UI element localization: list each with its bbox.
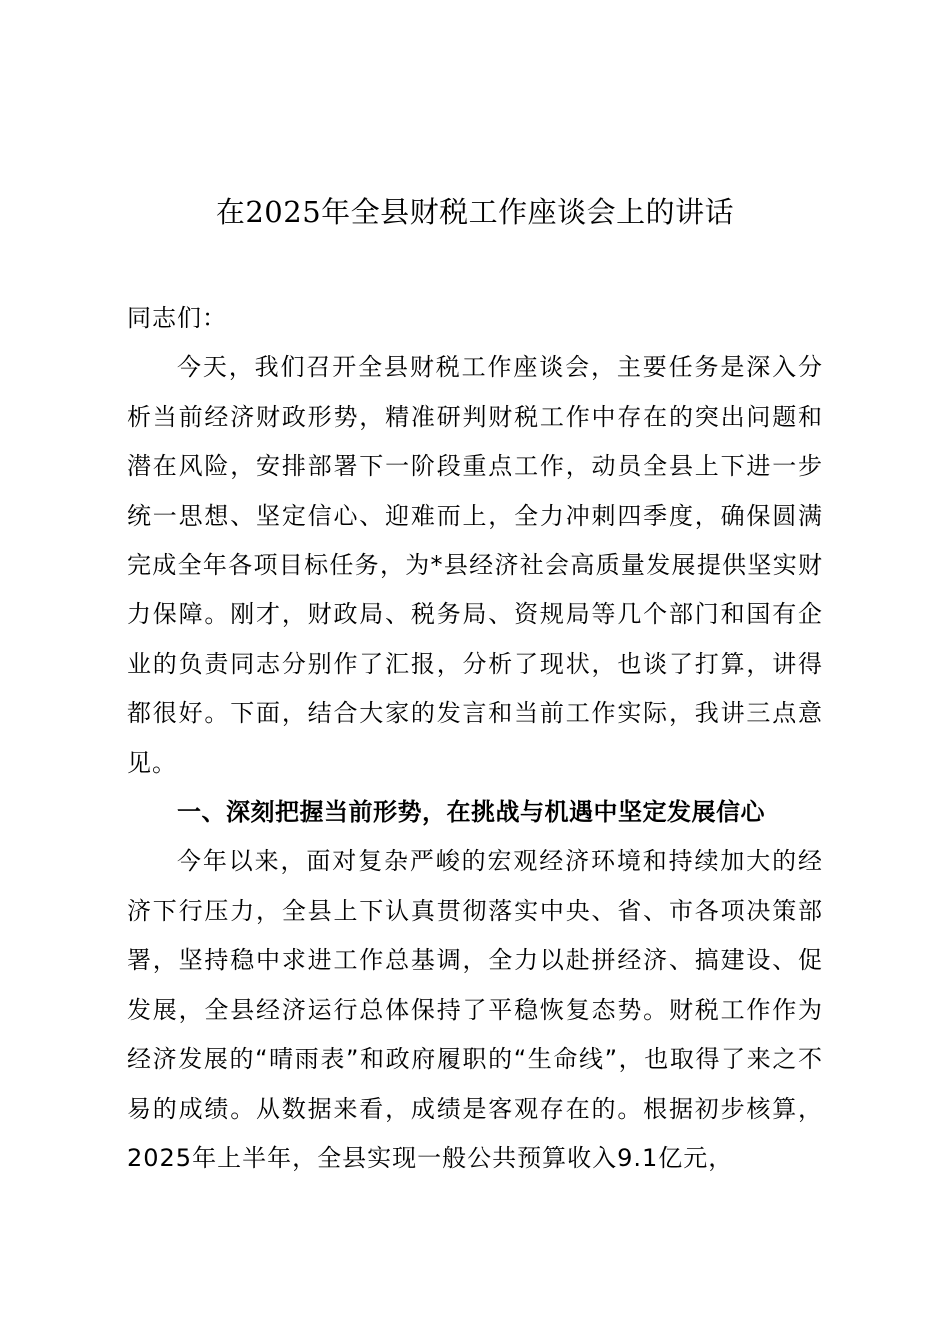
opening-paragraph: 今天，我们召开全县财税工作座谈会，主要任务是深入分析当前经济财政形势，精准研判财税工作中存在的突出问题和潜在风险，安排部署下一阶段重点工作，动员全县上下进一步统一思想、坚定信心、迎难而上，全力冲刺四季度，确保圆满完成全年各项目标任务，为*县经济社会高质量发展提供坚实财力保障。刚才，财政局、税务局、资规局等几个部门和国有企业的负责同志分别作了汇报，分析了现状，也谈了打算，讲得都很好。下面，结合大家的发言和当前工作实际，我讲三点意见。 xyxy=(127,353,823,777)
document-body xyxy=(127,294,823,1183)
document-title: 在2025年全县财税工作座谈会上的讲话 xyxy=(215,195,735,229)
salutation: 同志们： xyxy=(127,304,227,332)
section-heading-1: 一、深刻把握当前形势，在挑战与机遇中坚定发展信心 xyxy=(177,798,765,827)
section-1-paragraph: 今年以来，面对复杂严峻的宏观经济环境和持续加大的经济下行压力，全县上下认真贯彻落实中央、省、市各项决策部署，坚持稳中求进工作总基调，全力以赴拼经济、搞建设、促发展，全县经济运行总体保持了平稳恢复态势。财税工作作为经济发展的“晴雨表”和政府履职的“生命线”，也取得了来之不易的成绩。从数据来看，成绩是客观存在的。根据初步核算，2025年上半年，全县实现一般公共预算收入9.1亿元， xyxy=(127,847,823,1172)
